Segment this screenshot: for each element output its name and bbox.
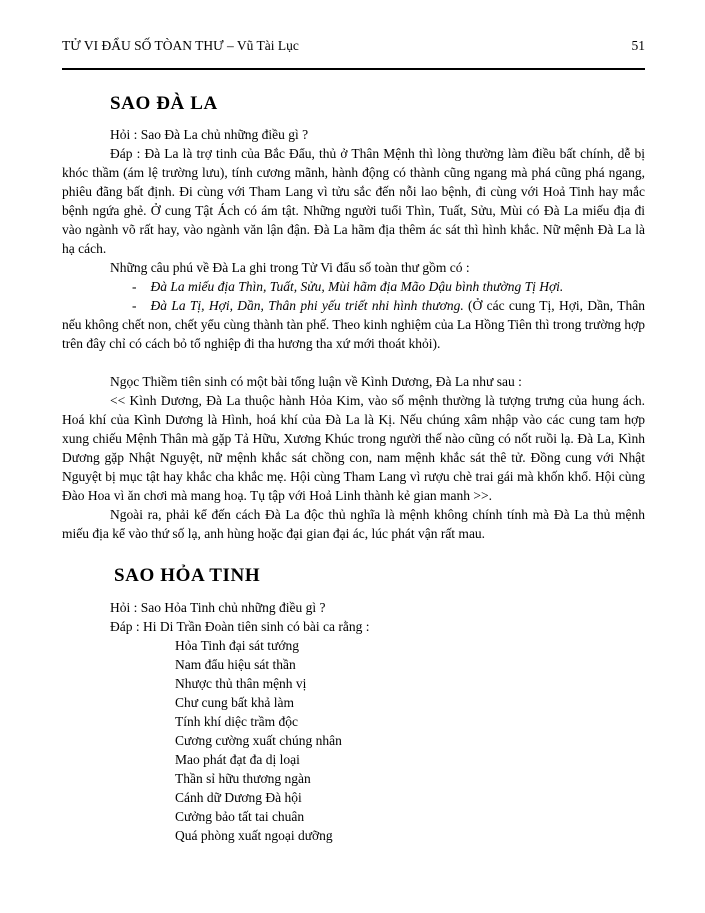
phu-bullet-2-roman-text: (Ở các cung Tị, Hợi, Dần, Thân nếu không chết non, chết yểu cùng thành tàn phế. Theo kinh nghiệm của La Hồng Tiên thì trong trường hợp trên đây chỉ có cách bỏ tổ nghiệp đi tha hương tha xứ mới thoát khỏi). <box>62 298 646 351</box>
phu-bullet-1-text: Đà La miếu địa Thìn, Tuất, Sửu, Mùi hãm địa Mão Dậu bình thường Tị Hợi. <box>150 279 564 294</box>
phu-bullet-2 <box>62 296 645 353</box>
tong-luan-intro-paragraph: Ngọc Thiềm tiên sinh có một bài tổng luận về Kình Dương, Đà La như sau : <box>110 374 522 389</box>
answer-intro-paragraph: Đáp : Hi Di Trần Đoàn tiên sinh có bài ca rằng : <box>110 619 370 634</box>
phu-intro-paragraph: Những câu phú về Đà La ghi trong Tử Vi đẩu số toàn thư gồm có : <box>110 260 470 275</box>
answer-paragraph: Đáp : Đà La là trợ tinh của Bắc Đẩu, thủ ở Thân Mệnh thì lòng thường làm điều bất chính, dễ bị khóc thầm (ám lệ trường lưu), tính cương mãnh, hành động có thành cũng ngang mà phá cũng phá ngang, phiêu đãng bất định. Đi cùng với Tham Lang vì tửu sắc đến nỗi lao bệnh, đi cùng với Hoả Tinh hay mắc bệnh ngứa ghẻ. Ở cung Tật Ách có ám tật. Những người tuổi Thìn, Tuất, Sửu, Mùi có Đà La miếu địa đi vào ngành võ rất hay, vào ngành văn lận đận. Đà La hãm địa thêm ác sát thì hình khắc. Nữ mệnh Đà La là hạ cách. <box>62 146 645 256</box>
poem-line: Cưởng bảo tất tai chuân <box>175 809 305 824</box>
bullet-dash: - <box>132 279 137 294</box>
poem-line: Hỏa Tinh đại sát tướng <box>175 638 299 653</box>
section-da-la <box>62 93 645 543</box>
section-heading-hoa-tinh: SAO HỎA TINH <box>114 565 261 586</box>
bullet-dash: - <box>132 298 137 313</box>
poem-line: Cương cường xuất chúng nhân <box>175 733 342 748</box>
poem-line: Cánh dữ Dương Đà hội <box>175 790 302 805</box>
tong-luan-paragraph: << Kình Dương, Đà La thuộc hành Hỏa Kim, vào số mệnh thường là tượng trưng của hung ách. Hoá khí của Kình Dương là Hình, hoá khí của Đà La là Kị. Nếu chúng xâm nhập vào các cung tam hợp xung chiếu Mệnh Thân mà gặp Tả Hữu, Xương Khúc trong người thế nào cũng có nốt ruồi lạ. Đà La, Kình Dương gặp Nhật Nguyệt, nữ mệnh khắc sát chồng con, nam mệnh khắc sát thê tử. Đồng cung với Nhật Nguyệt bị mục tật hay khắc cha khắc mẹ. Hội cùng Tham Lang vì rượu chè trai gái mà khốn khổ. Hội cùng Đào Hoa vì ăn chơi mà mang hoạ. Tụ tập với Hoả Linh thành kẻ gian manh >>. <box>62 393 645 503</box>
poem-line: Mao phát đạt đa dị loại <box>175 752 300 767</box>
page-number: 51 <box>631 38 645 53</box>
poem-line: Thần sỉ hữu thương ngàn <box>175 771 311 786</box>
poem-line: Quá phòng xuất ngoại dưỡng <box>175 828 333 843</box>
poem-line: Chư cung bất khả làm <box>175 695 295 710</box>
question-paragraph: Hỏi : Sao Hỏa Tinh chủ những điều gì ? <box>110 600 326 615</box>
running-header <box>62 38 645 54</box>
poem-line: Nam đẩu hiệu sát thần <box>175 657 296 672</box>
phu-bullet-1 <box>62 277 645 296</box>
section-hoa-tinh <box>62 565 645 845</box>
running-header-title: TỬ VI ĐẨU SỐ TÒAN THƯ – Vũ Tài Lục <box>62 38 299 53</box>
header-divider <box>62 68 645 70</box>
poem-block <box>175 636 645 845</box>
section-heading-da-la: SAO ĐÀ LA <box>110 93 218 114</box>
paragraph-spacer <box>62 353 645 372</box>
poem-line: Nhược thủ thân mệnh vị <box>175 676 307 691</box>
poem-line: Tính khí diệc trầm độc <box>175 714 298 729</box>
ngoai-ra-paragraph: Ngoài ra, phải kể đến cách Đà La độc thủ nghĩa là mệnh không chính tính mà Đà La thủ mệnh miếu địa kể vào thứ số lạ, anh hùng hoặc đại gian đại ác, lúc phát vận rất mau. <box>62 507 645 541</box>
phu-bullet-2-italic-text: Đà La Tị, Hợi, Dần, Thân phi yếu triết nhi hình thương. <box>150 298 464 313</box>
question-paragraph: Hỏi : Sao Đà La chủ những điều gì ? <box>110 127 309 142</box>
